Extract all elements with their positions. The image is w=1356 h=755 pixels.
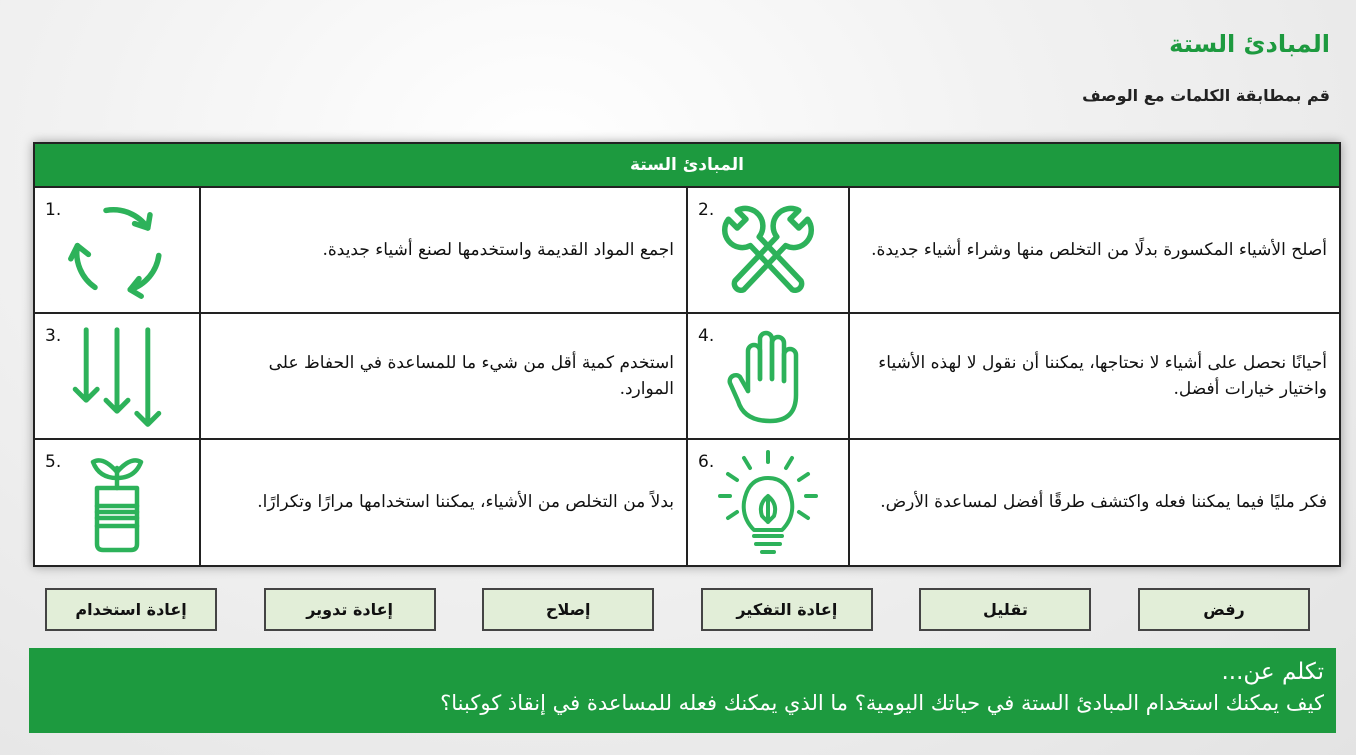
item-number: 4.: [698, 326, 715, 346]
item-number: 3.: [45, 326, 62, 346]
hand-stop-icon: [718, 321, 818, 431]
bottle-plant-icon: [67, 448, 167, 558]
description-cell: [850, 188, 1339, 312]
principles-table: [33, 142, 1341, 567]
description-cell: [201, 440, 688, 565]
wrench-screwdriver-icon: [713, 195, 823, 305]
page-title: المبادئ الستة: [1169, 30, 1330, 58]
description-text: بدلاً من التخلص من الأشياء، يمكننا استخدامها مرارًا وتكرارًا.: [257, 492, 674, 513]
icon-cell: [688, 188, 850, 312]
item-number: 5.: [45, 452, 62, 472]
description-cell: [201, 314, 688, 438]
word-reuse-button[interactable]: إعادة استخدام: [45, 588, 217, 631]
table-row: [35, 314, 1339, 440]
down-arrows-icon: [62, 321, 172, 431]
word-bank: [45, 588, 1310, 632]
icon-cell: [35, 188, 201, 312]
discussion-box: [29, 648, 1336, 733]
description-text: أحيانًا نحصل على أشياء لا نحتاجها، يمكننا أن نقول لا لهذه الأشياء واختيار خيارات أفضل.: [878, 352, 1327, 399]
recycle-icon: [62, 195, 172, 305]
item-number: 6.: [698, 452, 715, 472]
icon-cell: [688, 440, 850, 565]
word-rethink-button[interactable]: إعادة التفكير: [701, 588, 873, 631]
instructions: قم بمطابقة الكلمات مع الوصف: [1082, 86, 1330, 105]
discussion-heading: تكلم عن...: [1221, 659, 1324, 685]
word-repair-button[interactable]: إصلاح: [482, 588, 654, 631]
icon-cell: [688, 314, 850, 438]
table-row: [35, 440, 1339, 565]
description-text: فكر مليًا فيما يمكننا فعله واكتشف طرقًا أفضل لمساعدة الأرض.: [880, 492, 1327, 513]
table-row: [35, 188, 1339, 314]
lightbulb-leaf-icon: [708, 448, 828, 558]
description-cell: [850, 440, 1339, 565]
description-text: استخدم كمية أقل من شيء ما للمساعدة في الحفاظ على الموارد.: [268, 352, 674, 399]
description-cell: [850, 314, 1339, 438]
word-recycle-button[interactable]: إعادة تدوير: [264, 588, 436, 631]
discussion-question: كيف يمكنك استخدام المبادئ الستة في حياتك اليومية؟ ما الذي يمكنك فعله للمساعدة في إنقاذ كوكبنا؟: [440, 691, 1324, 715]
table-heading: المبادئ الستة: [35, 144, 1339, 188]
description-cell: [201, 188, 688, 312]
icon-cell: [35, 314, 201, 438]
description-text: أصلح الأشياء المكسورة بدلًا من التخلص منها وشراء أشياء جديدة.: [871, 239, 1327, 260]
item-number: 2.: [698, 200, 715, 220]
word-refuse-button[interactable]: رفض: [1138, 588, 1310, 631]
item-number: 1.: [45, 200, 62, 220]
description-text: اجمع المواد القديمة واستخدمها لصنع أشياء جديدة.: [322, 239, 674, 260]
icon-cell: [35, 440, 201, 565]
word-reduce-button[interactable]: تقليل: [919, 588, 1091, 631]
